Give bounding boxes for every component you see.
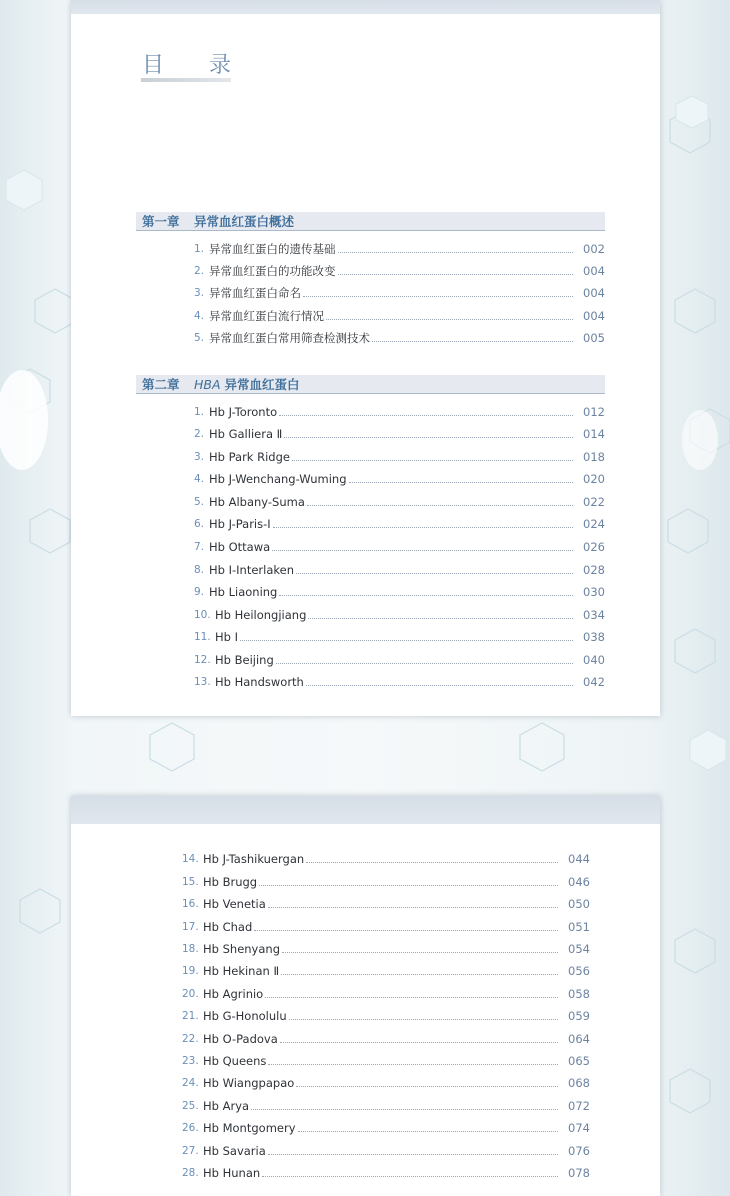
- chapter-title-prefix: HBA: [194, 377, 221, 392]
- toc-page-two: [71, 796, 660, 1196]
- dot-leader: [307, 505, 573, 506]
- page-header-band: [71, 796, 660, 824]
- dot-leader: [262, 1176, 558, 1177]
- toc-entry[interactable]: [194, 285, 605, 301]
- entry-page-number: 050: [568, 897, 590, 911]
- entry-page-number: 059: [568, 1009, 590, 1023]
- entry-title: Hb J-Paris-Ⅰ: [209, 517, 271, 531]
- entry-page-number: 018: [583, 450, 605, 464]
- chapter-label: 第二章: [142, 377, 180, 392]
- dot-leader: [284, 437, 573, 438]
- dot-leader: [279, 415, 573, 416]
- entry-page-number: 028: [583, 563, 605, 577]
- entry-title: Hb J-Wenchang-Wuming: [209, 472, 347, 486]
- entry-number: 23.: [182, 1055, 199, 1067]
- toc-entry[interactable]: [194, 263, 605, 279]
- entry-title: Hb Liaoning: [209, 585, 278, 599]
- entry-number: 3.: [194, 287, 205, 299]
- dot-leader: [298, 1131, 559, 1132]
- dot-leader: [268, 1064, 558, 1065]
- toc-entry[interactable]: [194, 539, 605, 555]
- toc-entry[interactable]: [194, 494, 605, 510]
- entry-page-number: 026: [583, 540, 605, 554]
- entry-page-number: 074: [568, 1121, 590, 1135]
- entry-title: Hb I-Interlaken: [209, 563, 294, 577]
- entry-page-number: 076: [568, 1144, 590, 1158]
- page-title: [142, 48, 231, 79]
- toc-entry[interactable]: [182, 896, 590, 912]
- entry-number: 10.: [194, 609, 211, 621]
- entry-page-number: 040: [583, 653, 605, 667]
- entry-page-number: 064: [568, 1032, 590, 1046]
- entry-page-number: 068: [568, 1076, 590, 1090]
- toc-entry[interactable]: [182, 851, 590, 867]
- entry-page-number: 012: [583, 405, 605, 419]
- entry-number: 4.: [194, 310, 205, 322]
- toc-entry[interactable]: [182, 919, 590, 935]
- entry-page-number: 051: [568, 920, 590, 934]
- entry-page-number: 005: [583, 331, 605, 345]
- entry-page-number: 054: [568, 942, 590, 956]
- toc-entry[interactable]: [194, 652, 605, 668]
- entry-number: 16.: [182, 898, 199, 910]
- entry-title: Hb Savaria: [203, 1144, 266, 1158]
- dot-leader: [268, 907, 558, 908]
- toc-entry[interactable]: [182, 986, 590, 1002]
- entry-page-number: 044: [568, 852, 590, 866]
- chapter-label: 第一章: [142, 214, 180, 229]
- entry-title: Hb I: [215, 630, 238, 644]
- entry-title: Hb Chad: [203, 920, 253, 934]
- dot-leader: [296, 573, 573, 574]
- entry-title: Hb O-Padova: [203, 1032, 278, 1046]
- entry-number: 1.: [194, 406, 205, 418]
- entry-number: 25.: [182, 1100, 199, 1112]
- dot-leader: [308, 618, 573, 619]
- toc-entry[interactable]: [182, 1120, 590, 1136]
- dot-leader: [268, 1154, 558, 1155]
- toc-entry[interactable]: [194, 629, 605, 645]
- entry-number: 9.: [194, 586, 205, 598]
- entry-title: Hb Queens: [203, 1054, 267, 1068]
- entry-number: 7.: [194, 541, 205, 553]
- entry-page-number: 046: [568, 875, 590, 889]
- dot-leader: [338, 252, 574, 253]
- dot-leader: [306, 685, 573, 686]
- entry-number: 12.: [194, 654, 211, 666]
- toc-entry[interactable]: [182, 1053, 590, 1069]
- entry-page-number: 014: [583, 427, 605, 441]
- entry-title: Hb Montgomery: [203, 1121, 296, 1135]
- dot-leader: [289, 1019, 558, 1020]
- dot-leader: [338, 274, 574, 275]
- entry-page-number: 024: [583, 517, 605, 531]
- entry-number: 15.: [182, 876, 199, 888]
- entry-title: Hb Venetia: [203, 897, 266, 911]
- toc-entry[interactable]: [182, 941, 590, 957]
- toc-entry[interactable]: [194, 674, 605, 690]
- entry-title: Hb J-Tashikuergan: [203, 852, 305, 866]
- entry-number: 22.: [182, 1033, 199, 1045]
- toc-entry[interactable]: [194, 516, 605, 532]
- entry-number: 6.: [194, 518, 205, 530]
- entry-number: 8.: [194, 564, 205, 576]
- entry-number: 2.: [194, 428, 205, 440]
- entry-page-number: 020: [583, 472, 605, 486]
- entry-number: 26.: [182, 1122, 199, 1134]
- chapter-heading[interactable]: [136, 375, 605, 394]
- entry-number: 5.: [194, 496, 205, 508]
- entry-title: Hb Hunan: [203, 1166, 261, 1180]
- toc-entry[interactable]: [194, 404, 605, 420]
- toc-entry[interactable]: [182, 1031, 590, 1047]
- entry-number: 1.: [194, 243, 205, 255]
- toc-entry[interactable]: [194, 426, 605, 442]
- toc-entry[interactable]: [182, 963, 590, 979]
- entry-number: 20.: [182, 988, 199, 1000]
- entry-number: 14.: [182, 853, 199, 865]
- entry-number: 17.: [182, 921, 199, 933]
- dot-leader: [265, 997, 558, 998]
- toc-entry[interactable]: [194, 308, 605, 324]
- dot-leader: [272, 550, 573, 551]
- toc-entry[interactable]: [182, 1075, 590, 1091]
- entry-number: 27.: [182, 1145, 199, 1157]
- entry-title: 异常血红蛋白的遗传基础: [209, 242, 336, 256]
- entry-number: 28.: [182, 1167, 199, 1179]
- toc-entry[interactable]: [194, 241, 605, 257]
- entry-title: Hb Shenyang: [203, 942, 280, 956]
- page-title-char-2: 录: [208, 53, 231, 78]
- entry-title: 异常血红蛋白流行情况: [209, 309, 324, 323]
- dot-leader: [259, 885, 558, 886]
- toc-entry[interactable]: [182, 1165, 590, 1181]
- dot-leader: [276, 663, 573, 664]
- dot-leader: [280, 1042, 558, 1043]
- dot-leader: [372, 341, 573, 342]
- dot-leader: [292, 460, 573, 461]
- entry-title: Hb Park Ridge: [209, 450, 290, 464]
- chapter-title: 异常血红蛋白: [224, 377, 300, 392]
- entry-number: 3.: [194, 451, 205, 463]
- page-title-char-1: 目: [142, 53, 165, 78]
- entry-number: 21.: [182, 1010, 199, 1022]
- entry-page-number: 072: [568, 1099, 590, 1113]
- entry-number: 13.: [194, 676, 211, 688]
- dot-leader: [306, 862, 558, 863]
- entry-title: Hb Agrinio: [203, 987, 264, 1001]
- entry-page-number: 004: [583, 286, 605, 300]
- entry-number: 24.: [182, 1077, 199, 1089]
- dot-leader: [326, 319, 573, 320]
- toc-entry[interactable]: [182, 1098, 590, 1114]
- entry-page-number: 004: [583, 264, 605, 278]
- toc-entry[interactable]: [194, 607, 605, 623]
- entry-title: Hb Brugg: [203, 875, 258, 889]
- entry-title: 异常血红蛋白命名: [209, 286, 301, 300]
- entry-number: 11.: [194, 631, 211, 643]
- dot-leader: [254, 930, 558, 931]
- entry-number: 18.: [182, 943, 199, 955]
- entry-page-number: 038: [583, 630, 605, 644]
- entry-title: 异常血红蛋白的功能改变: [209, 264, 336, 278]
- toc-entry[interactable]: [194, 471, 605, 487]
- chapter-heading[interactable]: [136, 212, 605, 231]
- dot-leader: [281, 974, 558, 975]
- entry-page-number: 022: [583, 495, 605, 509]
- entry-title: Hb Heilongjiang: [215, 608, 307, 622]
- entry-title: Hb Arya: [203, 1099, 250, 1113]
- dot-leader: [251, 1109, 558, 1110]
- chapter-title: 异常血红蛋白概述: [194, 214, 295, 229]
- entry-title: Hb Wiangpapao: [203, 1076, 295, 1090]
- dot-leader: [240, 640, 573, 641]
- entry-page-number: 078: [568, 1166, 590, 1180]
- entry-page-number: 056: [568, 964, 590, 978]
- toc-entry[interactable]: [194, 562, 605, 578]
- toc-entry[interactable]: [194, 449, 605, 465]
- entry-title: Hb J-Toronto: [209, 405, 278, 419]
- entry-page-number: 058: [568, 987, 590, 1001]
- dot-leader: [303, 296, 573, 297]
- page-header-band: [71, 0, 660, 14]
- entry-number: 4.: [194, 473, 205, 485]
- entry-title: Hb Ottawa: [209, 540, 271, 554]
- entry-page-number: 030: [583, 585, 605, 599]
- toc-entry[interactable]: [194, 330, 605, 346]
- entry-title: 异常血红蛋白常用筛查检测技术: [209, 331, 370, 345]
- toc-entry[interactable]: [182, 874, 590, 890]
- entry-page-number: 004: [583, 309, 605, 323]
- title-underline: [141, 78, 231, 82]
- entry-title: Hb Hekinan Ⅱ: [203, 964, 280, 978]
- entry-page-number: 002: [583, 242, 605, 256]
- toc-entry[interactable]: [194, 584, 605, 600]
- dot-leader: [349, 482, 574, 483]
- dot-leader: [296, 1086, 558, 1087]
- toc-entry[interactable]: [182, 1143, 590, 1159]
- entry-title: Hb G-Honolulu: [203, 1009, 287, 1023]
- entry-title: Hb Handsworth: [215, 675, 304, 689]
- entry-number: 19.: [182, 965, 199, 977]
- dot-leader: [282, 952, 558, 953]
- dot-leader: [279, 595, 573, 596]
- entry-page-number: 034: [583, 608, 605, 622]
- toc-page-one: [71, 0, 660, 716]
- entry-page-number: 065: [568, 1054, 590, 1068]
- entry-title: Hb Galliera Ⅱ: [209, 427, 283, 441]
- entry-title: Hb Beijing: [215, 653, 274, 667]
- dot-leader: [273, 527, 573, 528]
- entry-title: Hb Albany-Suma: [209, 495, 305, 509]
- entry-number: 2.: [194, 265, 205, 277]
- entry-page-number: 042: [583, 675, 605, 689]
- toc-entry[interactable]: [182, 1008, 590, 1024]
- entry-number: 5.: [194, 332, 205, 344]
